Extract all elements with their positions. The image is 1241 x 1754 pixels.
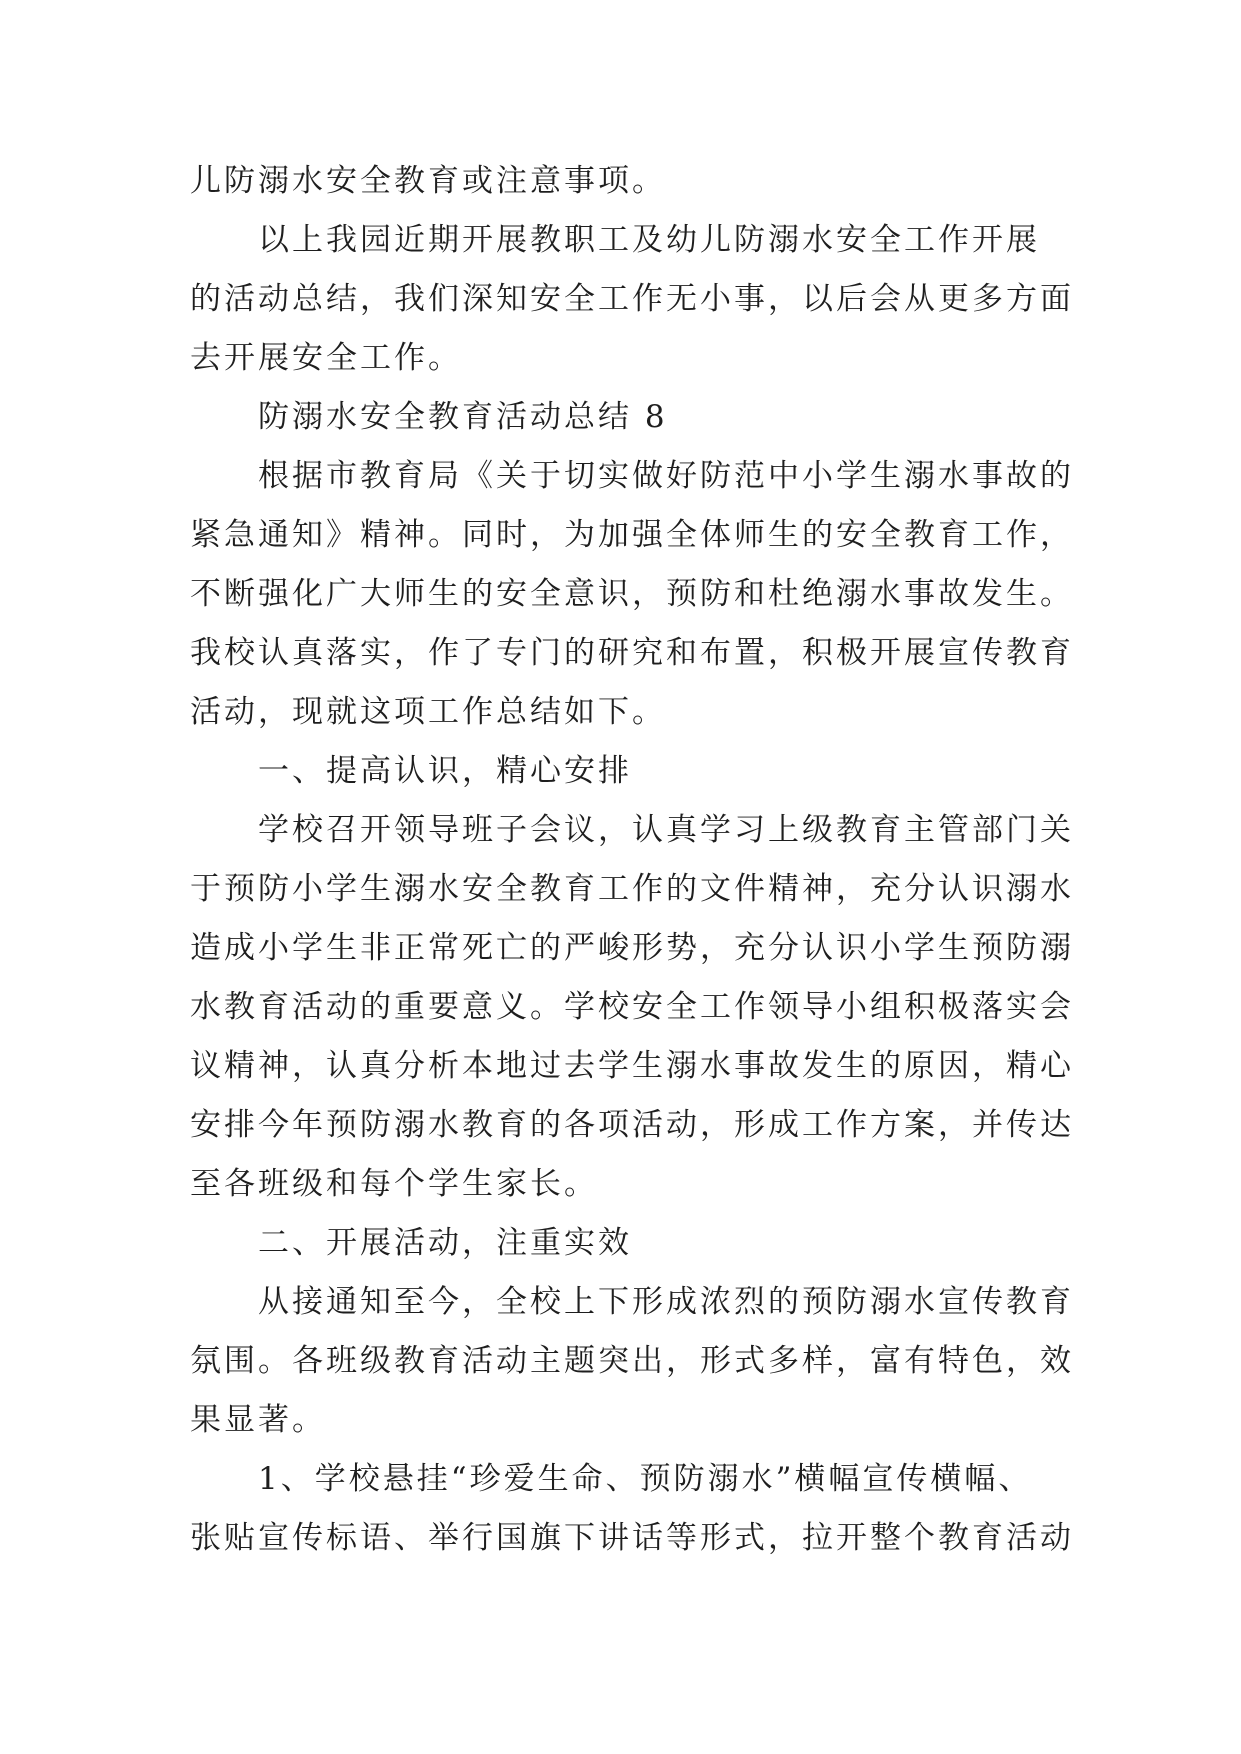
section-title: 防溺水安全教育活动总结 8 bbox=[258, 399, 668, 435]
paragraph-first-line: 根据市教育局《关于切实做好防范中小学生溺水事故的 bbox=[258, 458, 1074, 494]
document-body bbox=[190, 152, 1074, 1568]
body-line: 活动，现就这项工作总结如下。 bbox=[190, 694, 666, 730]
body-line: 果显著。 bbox=[190, 1402, 326, 1438]
body-line: 儿防溺水安全教育或注意事项。 bbox=[190, 163, 666, 199]
body-line: 的活动总结，我们深知安全工作无小事，以后会从更多方面 bbox=[190, 281, 1074, 317]
body-line: 张贴宣传标语、举行国旗下讲话等形式，拉开整个教育活动 bbox=[190, 1520, 1074, 1556]
body-line: 氛围。各班级教育活动主题突出，形式多样，富有特色，效 bbox=[190, 1343, 1074, 1379]
paragraph-first-line: 学校召开领导班子会议，认真学习上级教育主管部门关 bbox=[258, 812, 1074, 848]
body-line: 不断强化广大师生的安全意识，预防和杜绝溺水事故发生。 bbox=[190, 576, 1074, 612]
body-line: 紧急通知》精神。同时，为加强全体师生的安全教育工作， bbox=[190, 517, 1074, 553]
paragraph-first-line: 以上我园近期开展教职工及幼儿防溺水安全工作开展 bbox=[258, 222, 1040, 258]
body-line: 安排今年预防溺水教育的各项活动，形成工作方案，并传达 bbox=[190, 1107, 1074, 1143]
subheading: 一、提高认识，精心安排 bbox=[258, 753, 632, 789]
paragraph-first-line: 从接通知至今，全校上下形成浓烈的预防溺水宣传教育 bbox=[258, 1284, 1074, 1320]
body-line: 水教育活动的重要意义。学校安全工作领导小组积极落实会 bbox=[190, 989, 1074, 1025]
body-line: 议精神，认真分析本地过去学生溺水事故发生的原因，精心 bbox=[190, 1048, 1074, 1084]
body-line: 造成小学生非正常死亡的严峻形势，充分认识小学生预防溺 bbox=[190, 930, 1074, 966]
body-line: 于预防小学生溺水安全教育工作的文件精神，充分认识溺水 bbox=[190, 871, 1074, 907]
body-line: 至各班级和每个学生家长。 bbox=[190, 1166, 598, 1202]
paragraph-first-line: 1、学校悬挂“珍爱生命、预防溺水”横幅宣传横幅、 bbox=[258, 1461, 1033, 1497]
subheading: 二、开展活动，注重实效 bbox=[258, 1225, 632, 1261]
body-line: 去开展安全工作。 bbox=[190, 340, 462, 376]
body-line: 我校认真落实，作了专门的研究和布置，积极开展宣传教育 bbox=[190, 635, 1074, 671]
